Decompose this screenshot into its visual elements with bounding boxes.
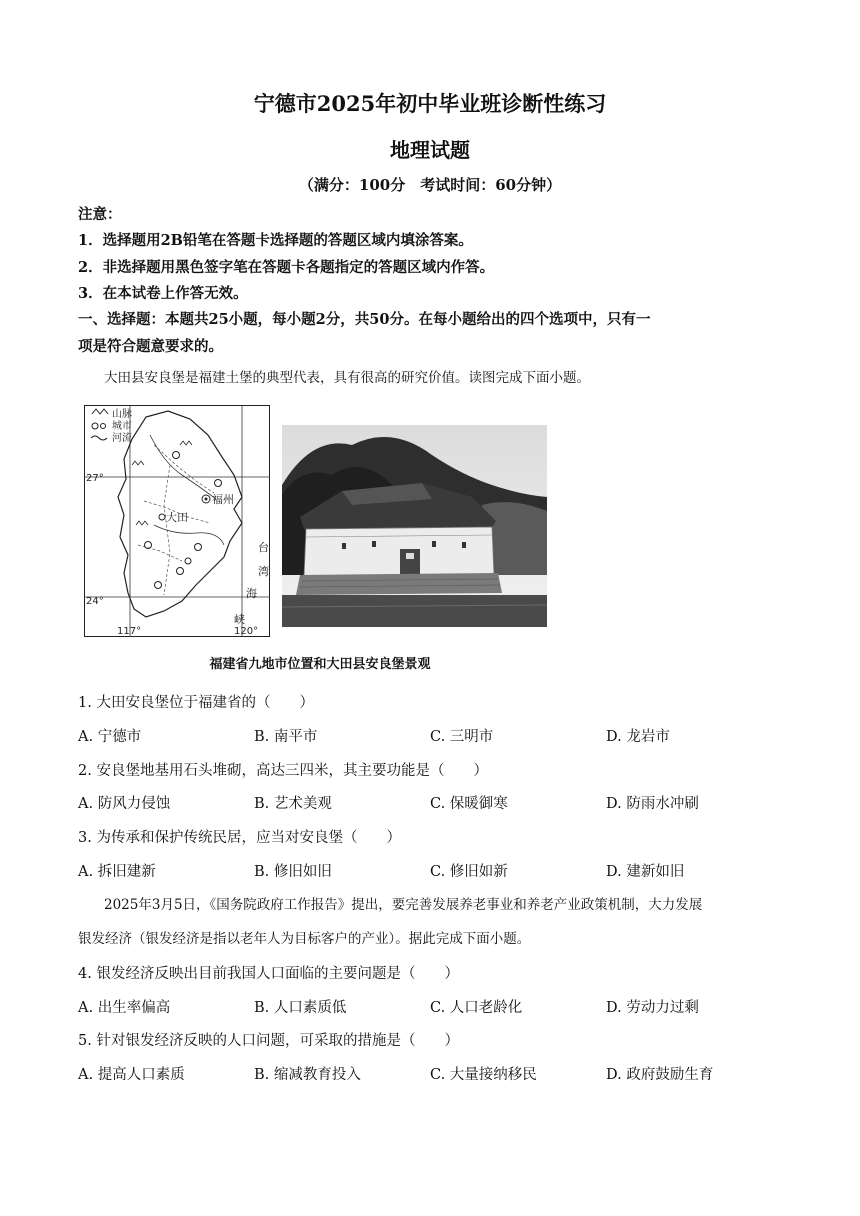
exam-title: 宁德市2025年初中毕业班诊断性练习 bbox=[253, 91, 607, 116]
question-stem: 1. 大田安良堡位于福建省的（ ） bbox=[78, 695, 314, 711]
option-b: B. 艺术美观 bbox=[254, 796, 332, 812]
group1-intro: 大田县安良堡是福建土堡的典型代表，具有很高的研究价值。读图完成下面小题。 bbox=[104, 370, 590, 386]
option-a: A. 防风力侵蚀 bbox=[78, 796, 171, 812]
strait-label: 峡 bbox=[234, 613, 245, 626]
notes-heading: 注意： bbox=[78, 206, 122, 223]
section-heading-cont: 项是符合题意要求的。 bbox=[78, 338, 223, 355]
lon-label: 120° bbox=[234, 626, 259, 637]
option-b: B. 南平市 bbox=[254, 729, 318, 745]
figure-caption: 福建省九地市位置和大田县安良堡景观 bbox=[209, 657, 431, 672]
city-datian-marker bbox=[159, 514, 165, 520]
question-stem: 3. 为传承和保护传统民居，应当对安良堡（ ） bbox=[78, 830, 401, 846]
question-stem: 2. 安良堡地基用石头堆砌，高达三四米，其主要功能是（ ） bbox=[78, 763, 488, 779]
option-a: A. 出生率偏高 bbox=[78, 1000, 171, 1016]
option-a: A. 提高人口素质 bbox=[78, 1067, 185, 1083]
strait-label: 台 bbox=[258, 541, 269, 554]
option-d: D. 政府鼓励生育 bbox=[606, 1067, 714, 1083]
option-c: C. 人口老龄化 bbox=[430, 1000, 523, 1016]
note-item: 1．选择题用2B铅笔在答题卡选择题的答题区域内填涂答案。 bbox=[78, 232, 473, 249]
legend-river: 河流 bbox=[112, 433, 132, 444]
lat-label: 24° bbox=[86, 596, 104, 607]
question-stem: 5. 针对银发经济反映的人口问题，可采取的措施是（ ） bbox=[78, 1033, 459, 1049]
exam-meta: （满分：100分 考试时间：60分钟） bbox=[298, 176, 562, 194]
group2-intro-cont: 银发经济（银发经济是指以老年人为目标客户的产业）。据此完成下面小题。 bbox=[78, 931, 531, 947]
option-b: B. 缩减教育投入 bbox=[254, 1067, 361, 1083]
fujian-map-figure bbox=[84, 405, 270, 637]
option-d: D. 龙岩市 bbox=[606, 729, 670, 745]
note-item: 3．在本试卷上作答无效。 bbox=[78, 285, 248, 302]
option-d: D. 建新如旧 bbox=[606, 864, 685, 880]
option-d: D. 防雨水冲刷 bbox=[606, 796, 699, 812]
option-b: B. 人口素质低 bbox=[254, 1000, 347, 1016]
fort-wall bbox=[304, 527, 494, 577]
option-d: D. 劳动力过剩 bbox=[606, 1000, 699, 1016]
option-a: A. 宁德市 bbox=[78, 729, 142, 745]
section-heading: 一、选择题：本题共25小题，每小题2分，共50分。在每小题给出的四个选项中，只有一 bbox=[78, 311, 651, 328]
group2-intro: 2025年3月5日，《国务院政府工作报告》提出，要完善发展养老事业和养老产业政策机制，大力发展 bbox=[104, 897, 703, 913]
label-datian: 大田 bbox=[166, 511, 188, 524]
lat-label: 27° bbox=[86, 473, 104, 484]
option-c: C. 修旧如新 bbox=[430, 864, 508, 880]
label-fuzhou: 福州 bbox=[212, 493, 234, 506]
legend-mountain: 山脉 bbox=[112, 409, 132, 420]
option-b: B. 修旧如旧 bbox=[254, 864, 332, 880]
strait-label: 海 bbox=[246, 587, 257, 600]
option-c: C. 大量接纳移民 bbox=[430, 1067, 537, 1083]
option-c: C. 保暖御寒 bbox=[430, 796, 508, 812]
note-item: 2．非选择题用黑色签字笔在答题卡各题指定的答题区域内作答。 bbox=[78, 259, 495, 276]
option-a: A. 拆旧建新 bbox=[78, 864, 156, 880]
stone-foundation bbox=[296, 573, 502, 595]
strait-label: 湾 bbox=[258, 565, 269, 578]
legend-city: 城市 bbox=[112, 421, 132, 432]
question-stem: 4. 银发经济反映出目前我国人口面临的主要问题是（ ） bbox=[78, 966, 459, 982]
anliang-fort-photo bbox=[282, 425, 547, 627]
lon-label: 117° bbox=[117, 626, 142, 637]
option-c: C. 三明市 bbox=[430, 729, 494, 745]
exam-subject: 地理试题 bbox=[390, 138, 470, 162]
